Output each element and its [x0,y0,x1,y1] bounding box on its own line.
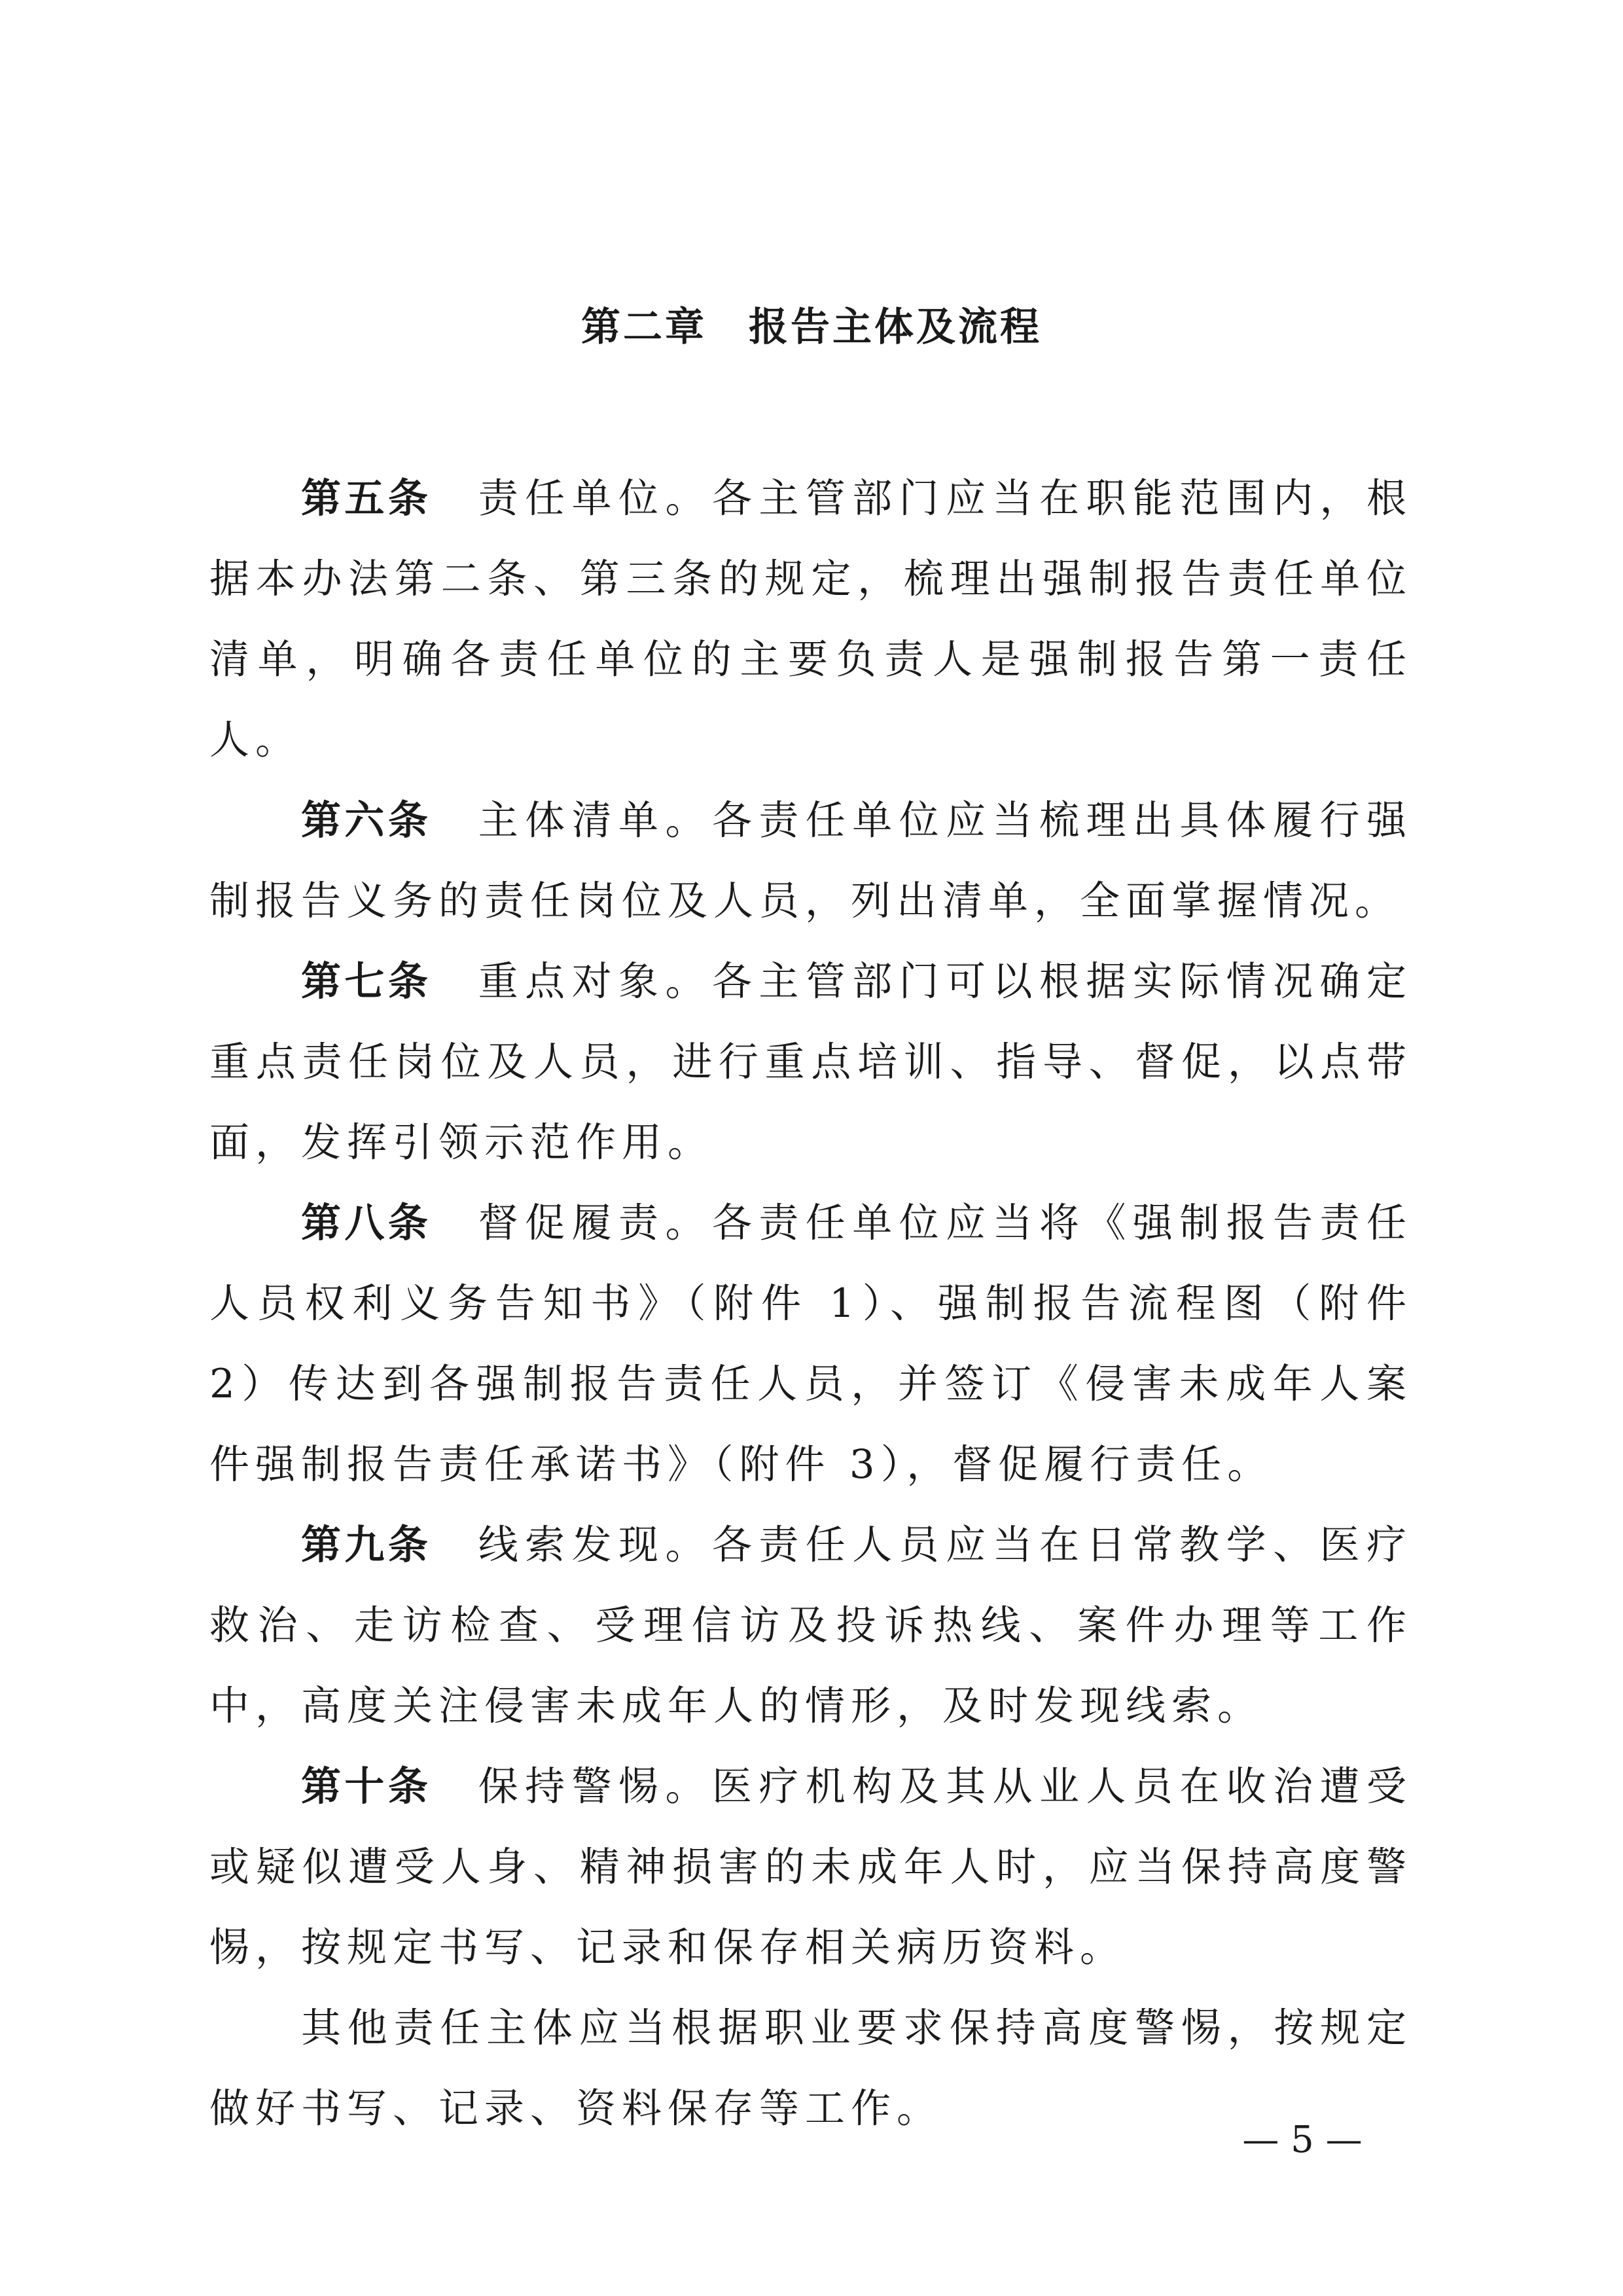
article-paragraph [209,941,1412,1183]
chapter-title: 第二章 报告主体及流程 [581,304,1042,350]
article-number: 第七条 [301,958,432,1005]
article-text: 线索发现。各责任人员应当在日常教学、医疗救治、走访检查、受理信访及投诉热线、案件办理等工作中，高度关注侵害未成年人的情形，及时发现线索。 [209,1522,1412,1729]
article-text: 责任单位。各主管部门应当在职能范围内，根据本办法第二条、第三条的规定，梳理出强制报告责任单位清单，明确各责任单位的主要负责人是强制报告第一责任人。 [209,475,1412,763]
article-text: 重点对象。各主管部门可以根据实际情况确定重点责任岗位及人员，进行重点培训、指导、督促，以点带面，发挥引领示范作用。 [209,958,1412,1166]
article-number: 第八条 [301,1200,432,1246]
document-body [209,458,1412,2149]
article-paragraph [209,458,1412,780]
article-paragraph [209,1183,1412,1505]
article-paragraph [209,780,1412,941]
page-number: — 5 — [1242,2119,1363,2161]
article-number: 第十条 [301,1763,432,1810]
article-text: 保持警惕。医疗机构及其从业人员在收治遭受或疑似遭受人身、精神损害的未成年人时，应当保持高度警惕，按规定书写、记录和保存相关病历资料。 [209,1763,1412,1971]
article-number: 第五条 [301,475,432,522]
article-text: 主体清单。各责任单位应当梳理出具体履行强制报告义务的责任岗位及人员，列出清单，全面掌握情况。 [209,797,1412,924]
article-number: 第六条 [301,797,432,844]
article-paragraph [209,1746,1412,1988]
closing-paragraph: 其他责任主体应当根据职业要求保持高度警惕，按规定做好书写、记录、资料保存等工作。 [209,2005,1412,2132]
article-text: 督促履责。各责任单位应当将《强制报告责任人员权利义务告知书》（附件 1）、强制报告流程图（附件 2）传达到各强制报告责任人员，并签订《侵害未成年人案件强制报告责任承诺书》（附件 3），督促履行责任。 [209,1200,1412,1488]
article-paragraph [209,1505,1412,1746]
article-number: 第九条 [301,1522,432,1568]
